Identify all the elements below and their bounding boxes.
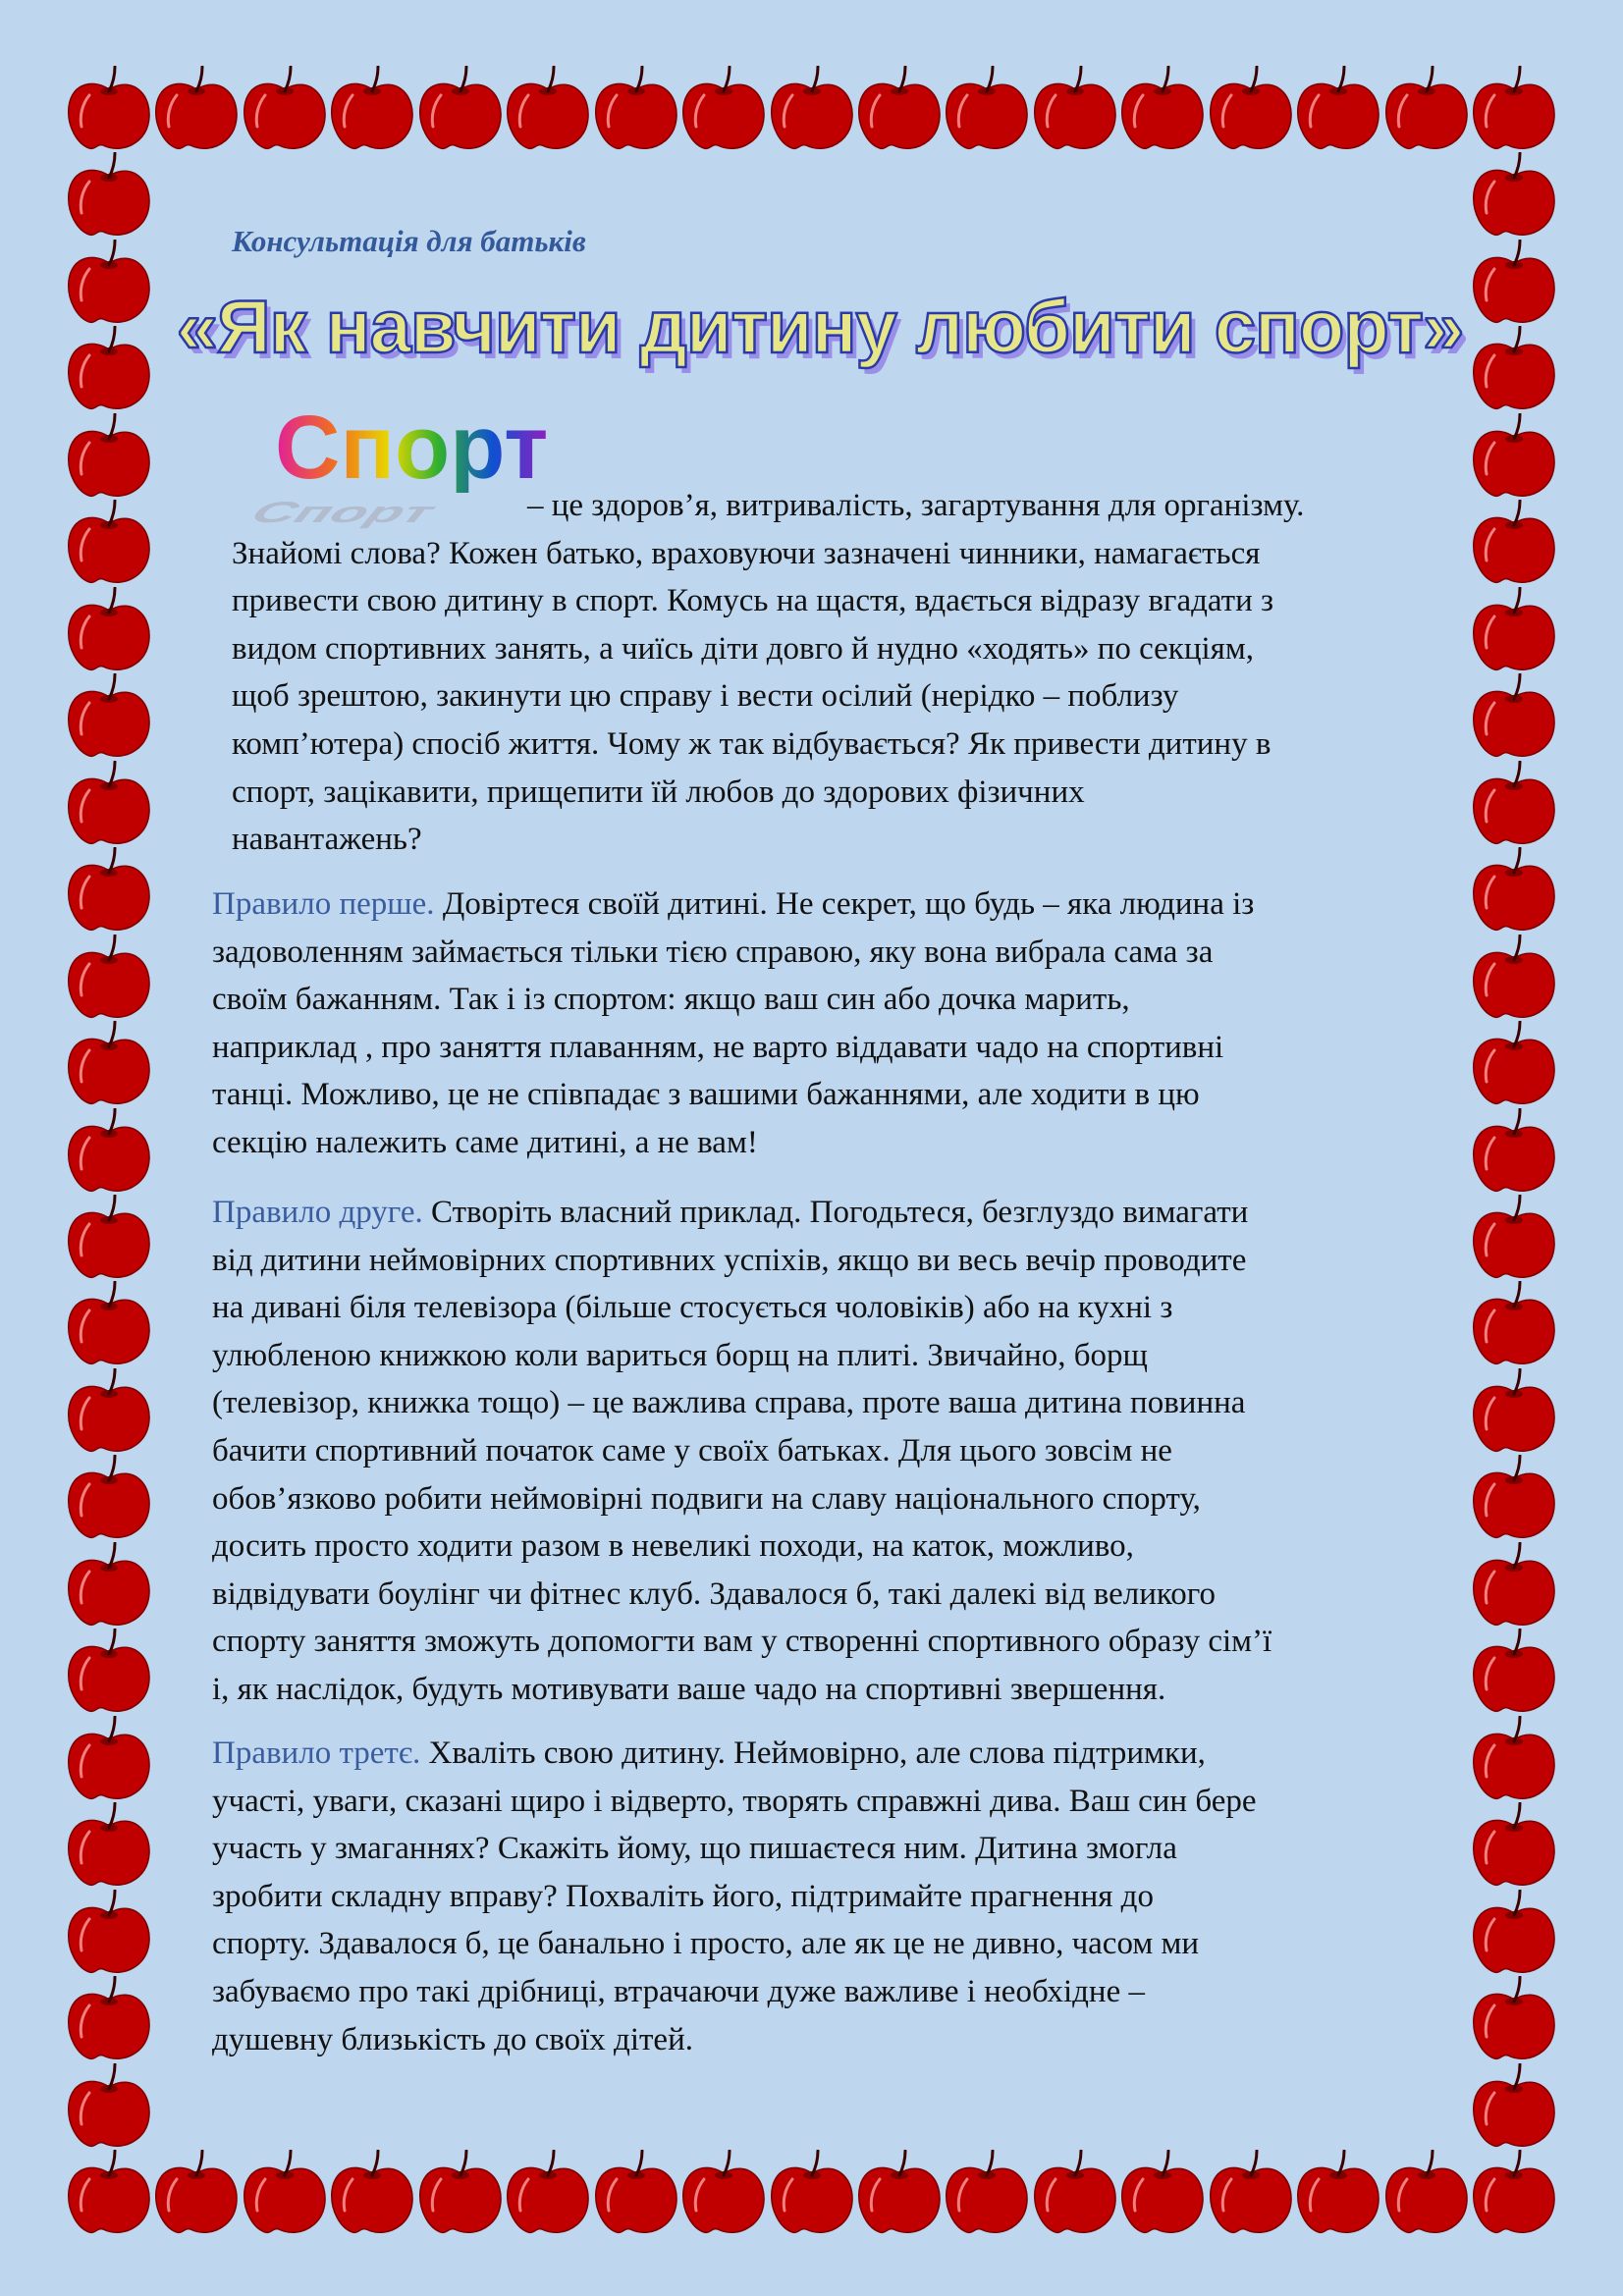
apple-icon: [66, 673, 152, 760]
apple-icon: [153, 2150, 240, 2236]
apple-icon: [1119, 66, 1206, 152]
text-line: Знайомі слова? Кожен батько, враховуючи зазначені чинники, намагається: [232, 535, 1261, 571]
apple-icon: [1471, 326, 1557, 412]
apple-icon: [66, 847, 152, 934]
apple-icon: [1471, 934, 1557, 1021]
apple-icon: [1208, 66, 1294, 152]
apple-icon: [680, 2150, 767, 2236]
apple-icon: [593, 2150, 679, 2236]
apple-icon: [1471, 1281, 1557, 1367]
rule-label: Правило перше.: [212, 886, 435, 922]
apple-icon: [66, 2063, 152, 2150]
text-line: щоб зрештою, закинути цю справу і вести осілий (нерідко – поблизу: [232, 678, 1179, 715]
apple-icon: [66, 1455, 152, 1541]
rule-paragraph-3: [212, 1730, 1479, 2063]
apple-icon: [1295, 66, 1381, 152]
apple-icon: [1208, 2150, 1294, 2236]
text-line: участі, уваги, сказані щиро і відверто, творять справжні дива. Ваш син бере: [212, 1783, 1257, 1819]
text-line: спорт, зацікавити, прищепити їй любов до здорових фізичних: [232, 774, 1085, 810]
text-line: на дивані біля телевізора (більше стосується чоловіків) або на кухні з: [212, 1290, 1173, 1326]
apple-icon: [66, 761, 152, 847]
text-line: своїм бажанням. Так і із спортом: якщо ваш син або дочка марить,: [212, 982, 1130, 1018]
text-line: спорту. Здавалося б, це банально і просто, але як це не дивно, часом ми: [212, 1926, 1200, 1962]
apple-icon: [66, 1802, 152, 1889]
apple-icon: [242, 2150, 328, 2236]
apple-icon: [66, 1976, 152, 2062]
text-line: комп’ютера) спосіб життя. Чому ж так відбувається? Як привести дитину в: [232, 725, 1271, 762]
apple-icon: [856, 66, 943, 152]
apple-icon: [1471, 1195, 1557, 1281]
apple-icon: [66, 1021, 152, 1107]
rule-paragraph-1: [212, 881, 1479, 1167]
apple-icon: [1383, 2150, 1470, 2236]
apple-icon: [1471, 1890, 1557, 1976]
apple-icon: [66, 1542, 152, 1629]
text-line: видом спортивних занять, а чиїсь діти довго й нудно «ходять» по секціям,: [232, 630, 1254, 667]
apple-icon: [680, 66, 767, 152]
apple-icon: [1471, 1368, 1557, 1455]
intro-paragraph: [232, 482, 1498, 864]
text-line: [212, 1189, 1479, 1237]
rule-paragraph-2: [212, 1189, 1479, 1714]
apple-icon: [66, 587, 152, 673]
apple-icon: [1383, 66, 1470, 152]
apple-icon: [66, 66, 152, 152]
apple-icon: [329, 66, 415, 152]
wordart-shadow: Спорт: [241, 496, 447, 529]
apple-icon: [417, 2150, 504, 2236]
apple-icon: [856, 2150, 943, 2236]
text-line: досить просто ходити разом в невеликі походи, на каток, можливо,: [212, 1528, 1134, 1565]
apple-icon: [1119, 2150, 1206, 2236]
apple-icon: [242, 66, 328, 152]
apple-icon: [1471, 240, 1557, 326]
apple-icon: [1295, 2150, 1381, 2236]
apple-icon: [1471, 1021, 1557, 1107]
apple-icon: [505, 66, 591, 152]
wordart-sport: Спорт: [275, 398, 549, 498]
rule-first-line: Створіть власний приклад. Погодьтеся, безглуздо вимагати: [422, 1195, 1249, 1230]
text-line: улюбленою книжкою коли вариться борщ на плиті. Звичайно, борщ: [212, 1337, 1148, 1373]
rule-label: Правило третє.: [212, 1735, 421, 1771]
apple-icon: [66, 240, 152, 326]
apple-icon: [66, 1368, 152, 1455]
text-line: участь у змаганнях? Скажіть йому, що пишаєтеся ним. Дитина змогла: [212, 1831, 1177, 1867]
subtitle: Консультація для батьків: [232, 224, 586, 258]
apple-icon: [66, 1629, 152, 1715]
text-line: забуваємо про такі дрібниці, втрачаючи дуже важливе і необхідне –: [212, 1973, 1145, 2009]
apple-icon: [944, 2150, 1030, 2236]
apple-icon: [66, 2150, 152, 2236]
apple-icon: [1032, 2150, 1118, 2236]
text-line: – це здоров’я, витривалість, загартування для організму.: [527, 488, 1305, 523]
text-line: відвідувати боулінг чи фітнес клуб. Здавалося б, такі далекі від великого: [212, 1575, 1217, 1612]
apple-icon: [66, 413, 152, 500]
apple-icon: [593, 66, 679, 152]
text-line: зробити складну вправу? Похваліть його, підтримайте прагнення до: [212, 1878, 1154, 1914]
apple-icon: [66, 1195, 152, 1281]
text-line: задоволенням займається тільки тією справою, яку вона вибрала сама за: [212, 934, 1214, 970]
text-line: (телевізор, книжка тощо) – це важлива справа, проте ваша дитина повинна: [212, 1385, 1246, 1421]
text-line: [212, 1730, 1479, 1778]
apple-icon: [417, 66, 504, 152]
apple-icon: [1471, 1976, 1557, 2062]
apple-icon: [1471, 1455, 1557, 1541]
apple-icon: [66, 1716, 152, 1802]
apple-icon: [1471, 1542, 1557, 1629]
text-line: і, як наслідок, будуть мотивувати ваше чадо на спортивні звершення.: [212, 1671, 1166, 1707]
apple-icon: [769, 2150, 855, 2236]
apple-icon: [1032, 66, 1118, 152]
apple-icon: [505, 2150, 591, 2236]
apple-icon: [153, 66, 240, 152]
apple-icon: [1471, 1629, 1557, 1715]
apple-icon: [66, 1108, 152, 1195]
text-line: танці. Можливо, це не співпадає з вашими бажаннями, але ходити в цю: [212, 1077, 1200, 1113]
apple-icon: [769, 66, 855, 152]
text-line: наприклад , про заняття плаванням, не варто віддавати чадо на спортивні: [212, 1029, 1224, 1065]
text-line: спорту заняття зможуть допомогти вам у створенні спортивного образу сім’ї: [212, 1624, 1272, 1660]
text-line: привести свою дитину в спорт. Комусь на щастя, вдається відразу вгадати з: [232, 583, 1274, 619]
apple-icon: [1471, 2150, 1557, 2236]
apple-icon: [66, 326, 152, 412]
rule-first-line: Хваліть свою дитину. Неймовірно, але слова підтримки,: [420, 1735, 1206, 1771]
apple-icon: [944, 66, 1030, 152]
text-line: душевну близькість до своїх дітей.: [212, 2021, 693, 2057]
apple-icon: [1471, 66, 1557, 152]
apple-icon: [1471, 2063, 1557, 2150]
apple-icon: [66, 934, 152, 1021]
text-line: від дитини неймовірних спортивних успіхів, якщо ви весь вечір проводите: [212, 1242, 1247, 1278]
apple-icon: [1471, 1716, 1557, 1802]
apple-icon: [66, 152, 152, 239]
page-title: «Як навчити дитину любити спорт»: [176, 286, 1464, 369]
text-line: секцію належить саме дитині, а не вам!: [212, 1124, 758, 1160]
rule-first-line: Довіртеся своїй дитині. Не секрет, що будь – яка людина із: [434, 886, 1255, 922]
apple-icon: [66, 500, 152, 586]
rule-label: Правило друге.: [212, 1195, 423, 1230]
apple-icon: [1471, 1802, 1557, 1889]
text-line: обов’язково робити неймовірні подвиги на славу національного спорту,: [212, 1480, 1201, 1517]
apple-icon: [329, 2150, 415, 2236]
apple-icon: [66, 1890, 152, 1976]
apple-icon: [1471, 152, 1557, 239]
text-line: навантажень?: [232, 822, 422, 858]
apple-icon: [66, 1281, 152, 1367]
text-line: бачити спортивний початок саме у своїх батьках. Для цього зовсім не: [212, 1432, 1172, 1468]
apple-icon: [1471, 1108, 1557, 1195]
text-line: [212, 881, 1479, 929]
